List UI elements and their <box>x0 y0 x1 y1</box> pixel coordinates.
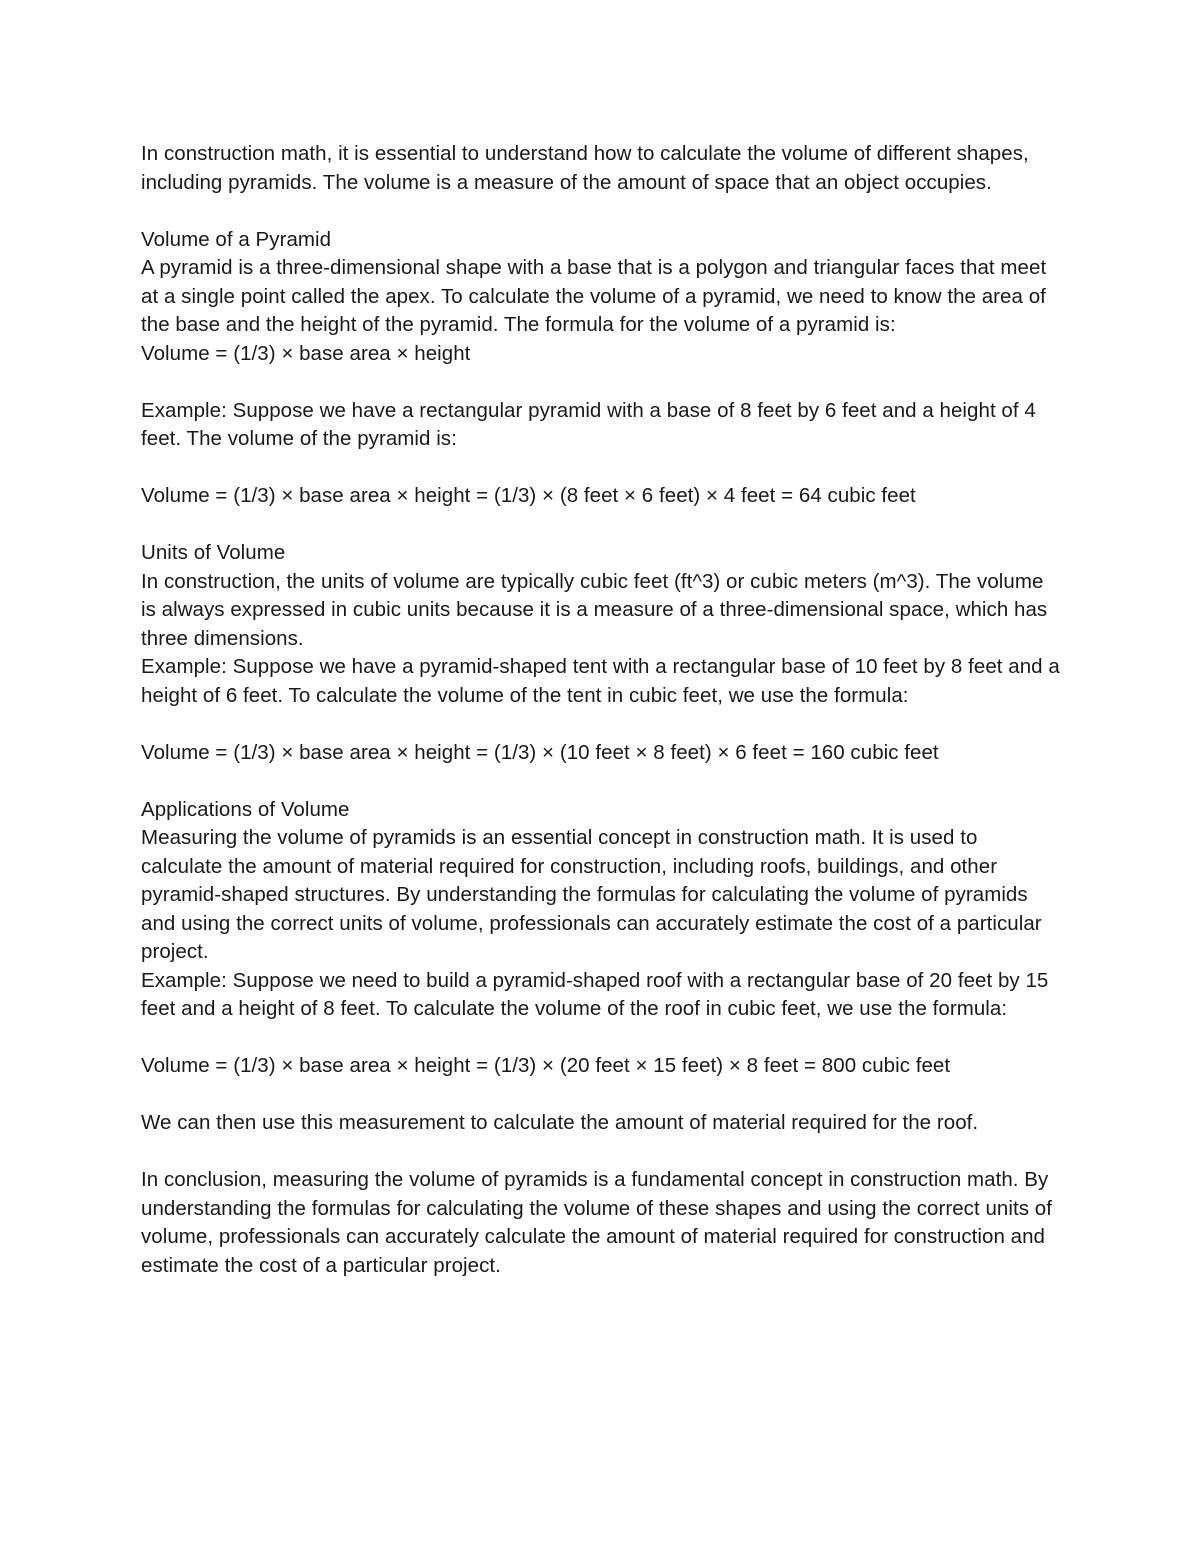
calculation-line-3: Volume = (1/3) × base area × height = (1/3) × (20 feet × 15 feet) × 8 feet = 800 cubic feet <box>141 1054 951 1077</box>
spacer <box>141 1024 1061 1053</box>
spacer <box>141 197 1061 226</box>
example-paragraph-3: Example: Suppose we need to build a pyramid-shaped roof with a rectangular base of 20 feet by 15 feet and a height of 8 feet. To calculate the volume of the roof in cubic feet, we use the formula: <box>141 968 1055 1020</box>
example-paragraph-1: Example: Suppose we have a rectangular pyramid with a base of 8 feet by 6 feet and a height of 4 feet. The volume of the pyramid is: <box>141 398 1042 450</box>
spacer <box>141 454 1061 483</box>
spacer <box>141 1081 1061 1110</box>
pyramid-volume-formula: Volume = (1/3) × base area × height <box>141 341 471 365</box>
spacer <box>141 710 1061 739</box>
applications-paragraph: Measuring the volume of pyramids is an essential concept in construction math. It is used to calculate the amount of material required for construction, including roofs, buildings, and other pyramid-shaped structures. By understanding the formulas for calculating the volume of pyramids and using the correct units of volume, professionals can accurately estimate the cost of a particular project. <box>141 826 1048 963</box>
conclusion-paragraph: In conclusion, measuring the volume of pyramids is a fundamental concept in construction math. By understanding the formulas for calculating the volume of these shapes and using the correct units of volume, professionals can accurately calculate the amount of material required for construction and estimate the cost of a particular project. <box>141 1168 1058 1277</box>
units-paragraph: In construction, the units of volume are typically cubic feet (ft^3) or cubic meters (m^3). The volume is always expressed in cubic units because it is a measure of a three-dimensional space, which has three dimensions. <box>141 569 1053 650</box>
spacer <box>141 1138 1061 1167</box>
pyramid-definition-paragraph: A pyramid is a three-dimensional shape with a base that is a polygon and triangular faces that meet at a single point called the apex. To calculate the volume of a pyramid, we need to know the area of the base and the height of the pyramid. The formula for the volume of a pyramid is: <box>141 256 1052 336</box>
calculation-line-2: Volume = (1/3) × base area × height = (1/3) × (10 feet × 8 feet) × 6 feet = 160 cubic feet <box>141 740 939 764</box>
calculation-line-1: Volume = (1/3) × base area × height = (1/3) × (8 feet × 6 feet) × 4 feet = 64 cubic feet <box>141 484 916 507</box>
section-heading-units-of-volume: Units of Volume <box>141 541 286 564</box>
intro-paragraph: In construction math, it is essential to understand how to calculate the volume of different shapes, including pyramids. The volume is a measure of the amount of space that an object occupies. <box>141 142 1035 194</box>
followup-paragraph: We can then use this measurement to calculate the amount of material required for the roof. <box>141 1111 979 1134</box>
section-heading-applications-of-volume: Applications of Volume <box>141 797 350 821</box>
document-page <box>141 140 1066 1280</box>
spacer <box>141 368 1061 397</box>
example-paragraph-2: Example: Suppose we have a pyramid-shaped tent with a rectangular base of 10 feet by 8 feet and a height of 6 feet. To calculate the volume of the tent in cubic feet, we use the formula: <box>141 655 1066 707</box>
spacer <box>141 767 1061 796</box>
spacer <box>141 511 1061 540</box>
section-heading-volume-of-pyramid: Volume of a Pyramid <box>141 227 332 251</box>
